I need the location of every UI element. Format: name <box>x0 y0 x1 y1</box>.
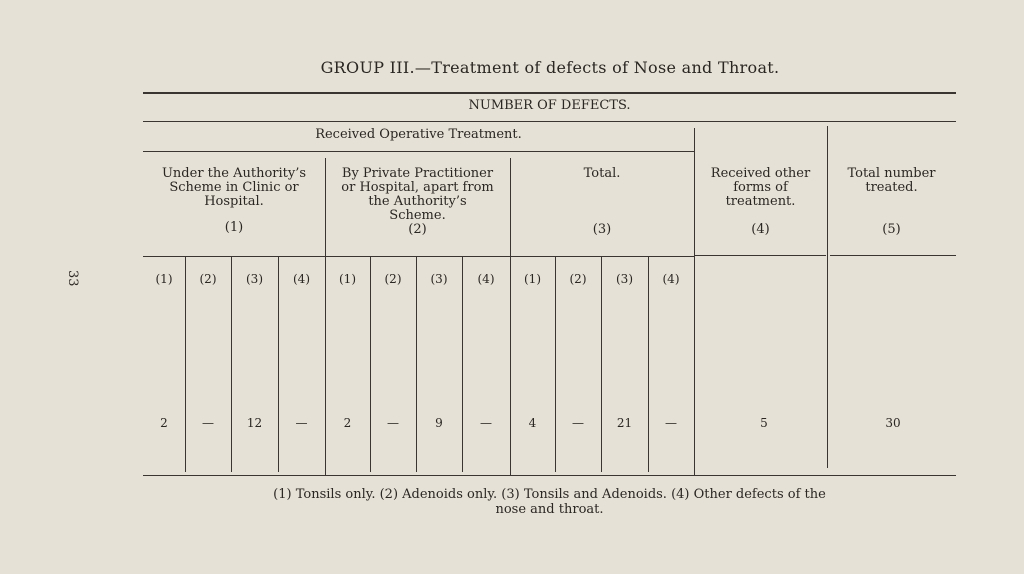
subheader-cell: (4) <box>477 272 495 286</box>
subcol-divider <box>278 257 279 472</box>
subheader-cell: (2) <box>199 272 217 286</box>
col5-header: Total number treated. (5) <box>847 166 936 237</box>
subheader-rule-left <box>143 256 694 257</box>
subheader-cell: (1) <box>339 272 356 286</box>
subcol-divider <box>462 257 463 472</box>
value-cell: 9 <box>435 416 443 430</box>
col1-header: Under the Authority’s Scheme in Clinic or Hospital. (1) <box>161 166 307 235</box>
col3-header: Total. (3) <box>583 166 621 237</box>
footnote-line-1: (1) Tonsils only. (2) Adenoids only. (3) Tonsils and Adenoids. (4) Other defects of the <box>273 487 826 502</box>
value-cell: — <box>387 416 399 430</box>
table-title: GROUP III.—Treatment of defects of Nose and Throat. <box>320 58 780 77</box>
subheader-cell: (3) <box>246 272 263 286</box>
subheader-rule-col5 <box>830 255 956 256</box>
value-cell: 2 <box>343 416 352 430</box>
subcol-divider <box>370 257 371 472</box>
number-of-defects-header: NUMBER OF DEFECTS. <box>468 98 631 113</box>
value-cell: 4 <box>528 416 537 430</box>
subheader-cell: (2) <box>384 272 402 286</box>
value-cell: — <box>572 416 584 430</box>
value-cell: — <box>665 416 677 430</box>
value-cell: 2 <box>160 416 168 430</box>
col2-header: By Private Practitioner or Hospital, apart from the Authority’s Scheme. (2) <box>341 166 494 237</box>
footnote <box>143 487 956 517</box>
subcol-divider <box>416 257 417 472</box>
subheader-cell: (1) <box>155 272 173 286</box>
value-cell: — <box>480 416 492 430</box>
subheader-cell: (1) <box>524 272 541 286</box>
subcol-divider <box>555 257 556 472</box>
footnote-line-2: nose and throat. <box>495 502 604 517</box>
page-number: 33 <box>65 270 80 287</box>
subcol-divider <box>601 257 602 472</box>
table-bottom-rule <box>143 475 956 476</box>
operative-rule <box>143 151 694 152</box>
value-cell: — <box>295 416 308 430</box>
subheader-cell: (3) <box>430 272 448 286</box>
subheader-rule-col4 <box>694 255 826 256</box>
received-other-value: 5 <box>760 416 768 430</box>
subcol-divider <box>231 257 232 472</box>
subcol-divider <box>185 257 186 472</box>
subcol-divider <box>648 257 649 472</box>
defects-rule <box>143 121 956 122</box>
col4-header: Received other forms of treatment. (4) <box>710 166 811 237</box>
subheader-cell: (4) <box>293 272 310 286</box>
received-operative-header: Received Operative Treatment. <box>315 127 522 142</box>
value-cell: 21 <box>616 416 633 430</box>
total-treated-value: 30 <box>885 416 901 430</box>
subheader-cell: (2) <box>569 272 587 286</box>
table-top-rule <box>143 92 956 94</box>
value-cell: 12 <box>246 416 263 430</box>
subheader-cell: (4) <box>662 272 680 286</box>
subheader-cell: (3) <box>616 272 633 286</box>
value-cell: — <box>202 416 214 430</box>
